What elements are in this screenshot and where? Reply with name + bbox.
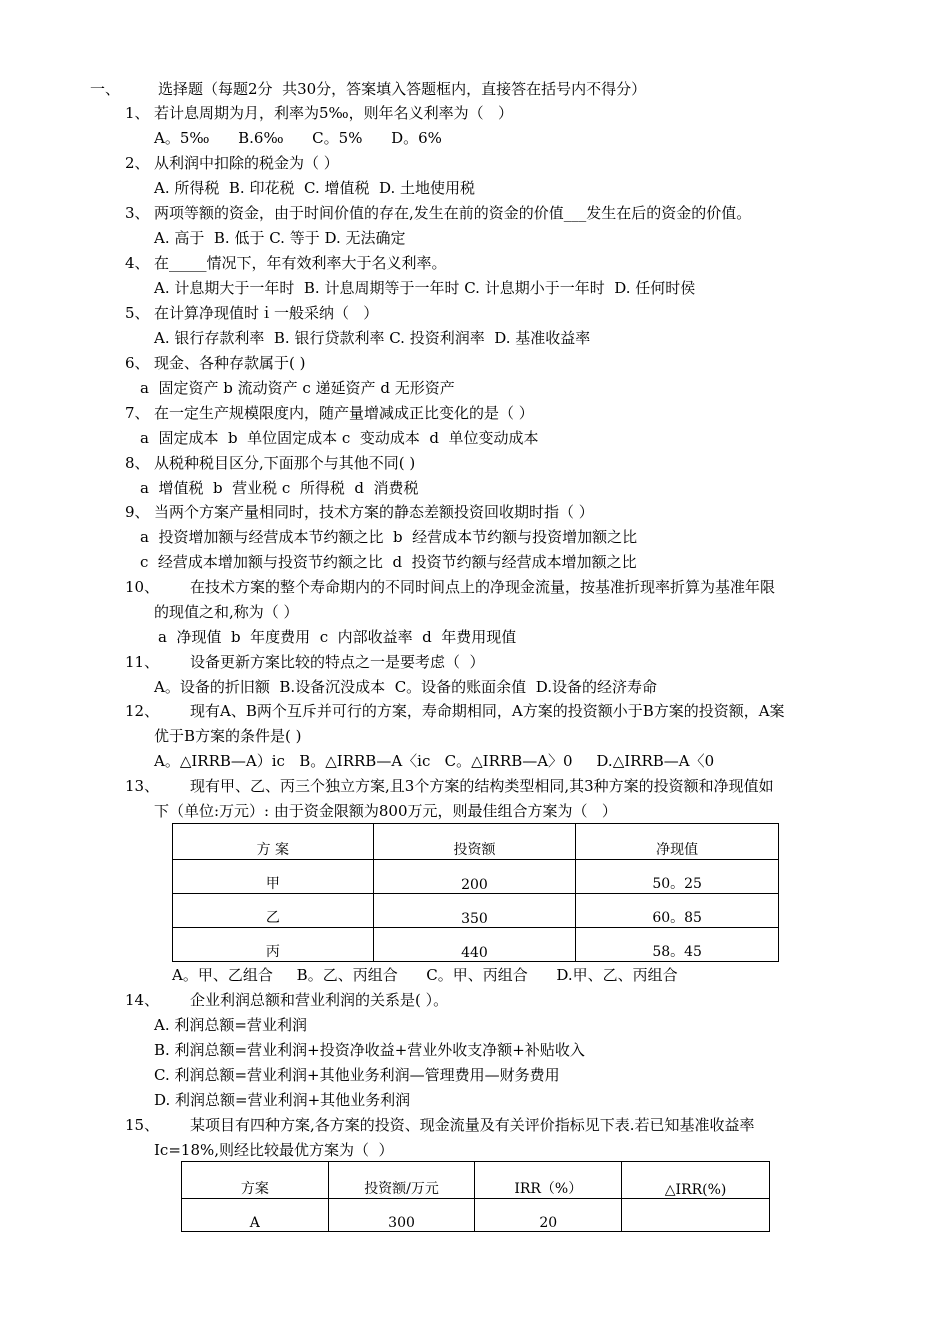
question-number: 1、	[125, 104, 150, 122]
question-number: 10、	[125, 578, 160, 596]
table-header-cell: 方案	[182, 1162, 329, 1199]
option-d: D. 利润总额=营业利润+其他业务利润	[154, 1091, 411, 1109]
question-options: A。5‰ B.6‰ C。5% D。6%	[154, 129, 442, 147]
question-options: A. 所得税 B. 印花税 C. 增值税 D. 土地使用税	[154, 179, 476, 197]
table-cell: 440	[373, 928, 576, 962]
table-header-cell: 净现值	[576, 824, 779, 860]
table-cell	[622, 1199, 770, 1232]
question-options: a 投资增加额与经营成本节约额之比 b 经营成本节约额与投资增加额之比	[140, 528, 638, 546]
question-number: 13、	[125, 777, 160, 795]
question-number: 15、	[125, 1116, 160, 1134]
table-cell: 乙	[173, 894, 374, 928]
table-row	[182, 1199, 770, 1232]
question-stem: 从税种税目区分,下面那个与其他不同( )	[154, 454, 416, 472]
question-stem-continued: Ic=18%,则经比较最优方案为（ ）	[154, 1141, 394, 1159]
table-row	[173, 894, 779, 928]
question-stem: 在_____情况下，年有效利率大于名义利率。	[154, 254, 447, 272]
table-header-cell: IRR（%）	[475, 1162, 622, 1199]
question-stem: 在技术方案的整个寿命期内的不同时间点上的净现金流量，按基准折现率折算为基准年限	[190, 578, 776, 596]
question-options: A。设备的折旧额 B.设备沉没成本 C。设备的账面余值 D.设备的经济寿命	[154, 678, 657, 696]
question-stem: 在一定生产规模限度内，随产量增减成正比变化的是（ ）	[154, 404, 534, 422]
table-cell: 350	[373, 894, 576, 928]
question-stem-continued: 下（单位:万元）: 由于资金限额为800万元，则最佳组合方案为（ ）	[154, 802, 617, 820]
question-number: 4、	[125, 254, 150, 272]
question-stem-continued: 优于B方案的条件是( )	[154, 727, 302, 745]
question-options: a 净现值 b 年度费用 c 内部收益率 d 年费用现值	[158, 628, 517, 646]
question-stem: 设备更新方案比较的特点之一是要考虑（ ）	[190, 653, 485, 671]
question-number: 3、	[125, 204, 150, 222]
table-cell: 50。25	[576, 860, 779, 894]
table-cell: 丙	[173, 928, 374, 962]
question-stem: 现金、各种存款属于( )	[154, 354, 306, 372]
question-stem: 从利润中扣除的税金为（ ）	[154, 154, 339, 172]
question-stem-continued: 的现值之和,称为（ ）	[154, 603, 299, 621]
table-row	[173, 928, 779, 962]
question-stem: 某项目有四种方案,各方案的投资、现金流量及有关评价指标见下表.若已知基准收益率	[190, 1116, 755, 1134]
scheme-table	[181, 1161, 770, 1232]
option-c: C. 利润总额=营业利润+其他业务利润—管理费用—财务费用	[154, 1066, 560, 1084]
question-stem: 现有A、B两个互斥并可行的方案，寿命期相同，A方案的投资额小于B方案的投资额，A案	[190, 702, 785, 720]
question-options: A. 银行存款利率 B. 银行贷款利率 C. 投资利润率 D. 基准收益率	[154, 329, 591, 347]
question-number: 12、	[125, 702, 160, 720]
question-stem: 现有甲、乙、丙三个独立方案,且3个方案的结构类型相同,其3种方案的投资额和净现值如	[190, 777, 774, 795]
table-header-cell: 投资额	[373, 824, 576, 860]
section-title: 选择题（每题2分 共30分，答案填入答题框内，直接答在括号内不得分）	[158, 80, 647, 98]
question-number: 7、	[125, 404, 150, 422]
investment-table	[172, 823, 779, 962]
question-options: A。△IRRB—A）ic B。△IRRB—A〈ic C。△IRRB—A〉0 D.△IRRB—A〈0	[154, 752, 715, 770]
table-cell: 甲	[173, 860, 374, 894]
question-number: 6、	[125, 354, 150, 372]
question-number: 2、	[125, 154, 150, 172]
table-cell: 300	[328, 1199, 475, 1232]
question-options: A. 高于 B. 低于 C. 等于 D. 无法确定	[154, 229, 406, 247]
table-cell: 20	[475, 1199, 622, 1232]
table-cell: 200	[373, 860, 576, 894]
table-cell: 60。85	[576, 894, 779, 928]
question-number: 8、	[125, 454, 150, 472]
table-cell: 58。45	[576, 928, 779, 962]
question-stem: 企业利润总额和营业利润的关系是( ）。	[190, 991, 449, 1009]
question-number: 14、	[125, 991, 160, 1009]
section-number: 一、	[90, 80, 121, 98]
option-b: B. 利润总额=营业利润+投资净收益+营业外收支净额+补贴收入	[154, 1041, 585, 1059]
option-a: A. 利润总额=营业利润	[154, 1016, 307, 1034]
question-options: a 固定成本 b 单位固定成本 c 变动成本 d 单位变动成本	[140, 429, 539, 447]
table-header-cell: 投资额/万元	[328, 1162, 475, 1199]
question-number: 5、	[125, 304, 150, 322]
question-stem: 若计息周期为月，利率为5‰，则年名义利率为（ ）	[154, 104, 513, 122]
question-options: a 增值税 b 营业税 c 所得税 d 消费税	[140, 479, 419, 497]
question-stem: 在计算净现值时ｉ一般采纳（ ）	[154, 304, 379, 322]
question-number: 11、	[125, 653, 160, 671]
table-row	[173, 860, 779, 894]
question-options: A。甲、乙组合 B。乙、丙组合 C。甲、丙组合 D.甲、乙、丙组合	[172, 966, 678, 984]
question-options: a 固定资产 b 流动资产 c 递延资产 d 无形资产	[140, 379, 455, 397]
table-cell: A	[182, 1199, 329, 1232]
question-options: A. 计息期大于一年时 B. 计息周期等于一年时 C. 计息期小于一年时 D. 任何时侯	[154, 279, 696, 297]
question-number: 9、	[125, 503, 150, 521]
question-stem: 两项等额的资金，由于时间价值的存在,发生在前的资金的价值___发生在后的资金的价值。	[154, 204, 752, 222]
table-header-cell: 方 案	[173, 824, 374, 860]
question-options: c 经营成本增加额与投资节约额之比 d 投资节约额与经营成本增加额之比	[140, 553, 637, 571]
table-header-cell: △IRR(%)	[622, 1162, 770, 1199]
question-stem: 当两个方案产量相同时，技术方案的静态差额投资回收期时指（ ）	[154, 503, 594, 521]
